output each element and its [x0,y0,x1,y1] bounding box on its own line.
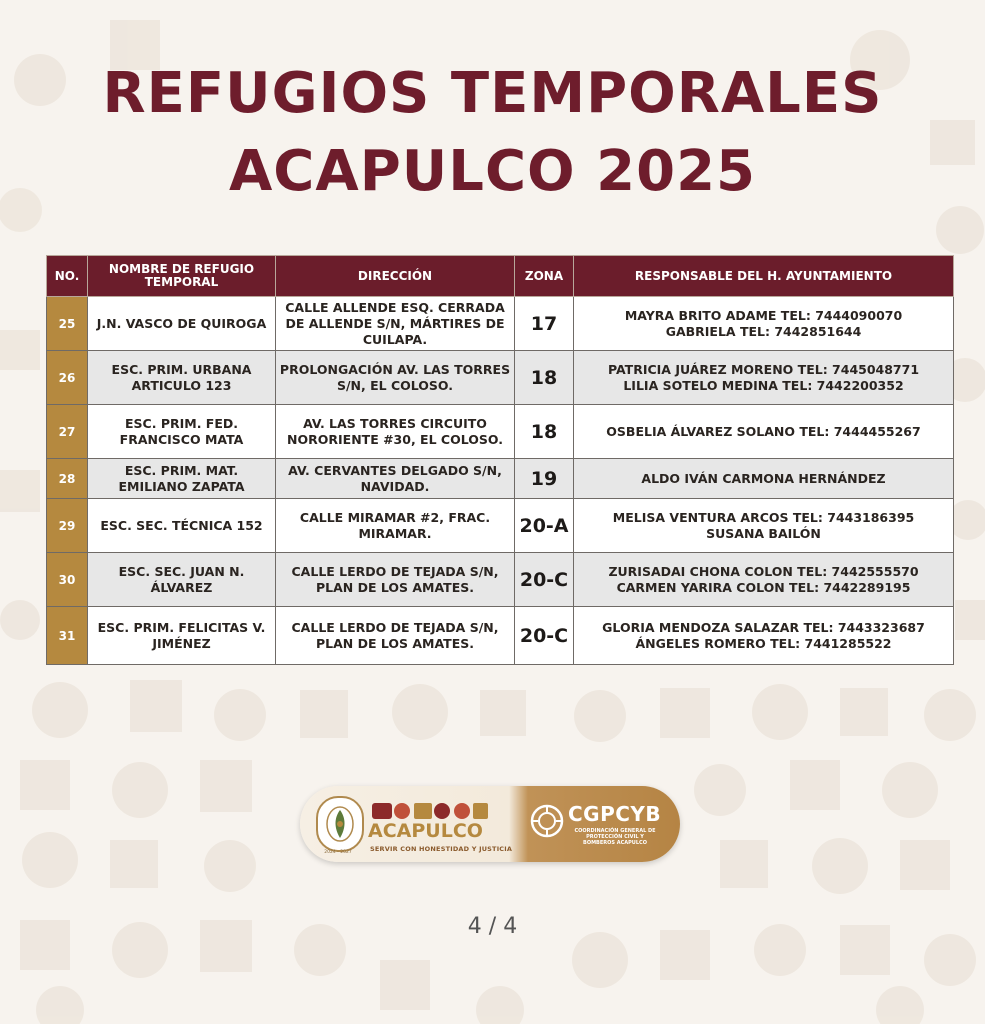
responsible-line: ZURISADAI CHONA COLON TEL: 7442555570 [608,563,919,579]
shelter-name: ESC. PRIM. MAT. EMILIANO ZAPATA [88,459,276,499]
responsible-line: GLORIA MENDOZA SALAZAR TEL: 7443323687 [602,619,925,635]
table-row [47,607,954,665]
table-row [47,499,954,553]
row-number: 29 [47,499,88,553]
header-nombre: NOMBRE DE REFUGIO TEMPORAL [88,256,276,297]
shelter-responsible [574,459,954,499]
row-number: 31 [47,607,88,665]
shelter-responsible [574,405,954,459]
row-number: 26 [47,351,88,405]
cgpcyb-logo-text: CGPCYB [568,802,662,826]
responsible-line: MELISA VENTURA ARCOS TEL: 7443186395 [612,509,915,525]
table-row [47,297,954,351]
responsible-line: GABRIELA TEL: 7442851644 [665,323,862,339]
civil-protection-emblem-icon [530,804,564,838]
row-number: 30 [47,553,88,607]
shelter-address: CALLE ALLENDE ESQ. CERRADA DE ALLENDE S/N, MÁRTIRES DE CUILAPA. [276,297,515,351]
shelter-address: AV. CERVANTES DELGADO S/N, NAVIDAD. [276,459,515,499]
acapulco-slogan: SERVIR CON HONESTIDAD Y JUSTICIA [370,845,513,853]
responsible-line: LILIA SOTELO MEDINA TEL: 7442200352 [623,377,904,393]
acapulco-logo-text: ACAPULCO [368,820,483,842]
cgpcyb-subtitle: COORDINACIÓN GENERAL DE PROTECCIÓN CIVIL Y BOMBEROS ACAPULCO [574,828,656,846]
table-row [47,351,954,405]
shelter-zone: 17 [515,297,574,351]
shelter-address: CALLE LERDO DE TEJADA S/N, PLAN DE LOS AMATES. [276,607,515,665]
shelter-zone: 20-C [515,553,574,607]
shelter-name: ESC. SEC. JUAN N. ÁLVAREZ [88,553,276,607]
header-no: NO. [47,256,88,297]
seal-years: 2024 - 2027 [324,850,352,855]
header-zona: ZONA [515,256,574,297]
shelter-address: PROLONGACIÓN AV. LAS TORRES S/N, EL COLOSO. [276,351,515,405]
responsible-line: SUSANA BAILÓN [706,525,821,541]
shelter-address: AV. LAS TORRES CIRCUITO NORORIENTE #30, EL COLOSO. [276,405,515,459]
shelter-responsible [574,297,954,351]
shelter-zone: 20-C [515,607,574,665]
shelter-zone: 19 [515,459,574,499]
municipal-seal-icon [316,796,364,852]
shelter-responsible [574,607,954,665]
responsible-line: ÁNGELES ROMERO TEL: 7441285522 [635,635,892,651]
table-row [47,459,954,499]
shelter-responsible [574,351,954,405]
row-number: 27 [47,405,88,459]
shelter-zone: 20-A [515,499,574,553]
row-number: 25 [47,297,88,351]
shelter-name: J.N. VASCO DE QUIROGA [88,297,276,351]
header-direccion: DIRECCIÓN [276,256,515,297]
shelter-address: CALLE LERDO DE TEJADA S/N, PLAN DE LOS AMATES. [276,553,515,607]
page-title-line-1: REFUGIOS TEMPORALES [102,61,883,126]
responsible-line: OSBELIA ÁLVAREZ SOLANO TEL: 7444455267 [606,423,921,439]
acapulco-glyphs-icon [372,800,488,822]
table-row [47,553,954,607]
header-responsable: RESPONSABLE DEL H. AYUNTAMIENTO [574,256,954,297]
table-header-row [47,256,954,297]
row-number: 28 [47,459,88,499]
page-title-line-2: ACAPULCO 2025 [228,139,757,204]
shelter-name: ESC. PRIM. URBANA ARTICULO 123 [88,351,276,405]
responsible-line: MAYRA BRITO ADAME TEL: 7444090070 [624,307,903,323]
responsible-line: ALDO IVÁN CARMONA HERNÁNDEZ [641,470,886,486]
table-row [47,405,954,459]
shelter-responsible [574,553,954,607]
shelter-name: ESC. SEC. TÉCNICA 152 [88,499,276,553]
shelter-zone: 18 [515,405,574,459]
shelter-address: CALLE MIRAMAR #2, FRAC. MIRAMAR. [276,499,515,553]
shelter-name: ESC. PRIM. FED. FRANCISCO MATA [88,405,276,459]
responsible-line: CARMEN YARIRA COLON TEL: 7442289195 [616,579,911,595]
shelter-responsible [574,499,954,553]
shelter-zone: 18 [515,351,574,405]
shelters-table [46,255,954,665]
shelter-name: ESC. PRIM. FELICITAS V. JIMÉNEZ [88,607,276,665]
responsible-line: PATRICIA JUÁREZ MORENO TEL: 7445048771 [607,361,920,377]
page-indicator: 4 / 4 [467,914,518,939]
